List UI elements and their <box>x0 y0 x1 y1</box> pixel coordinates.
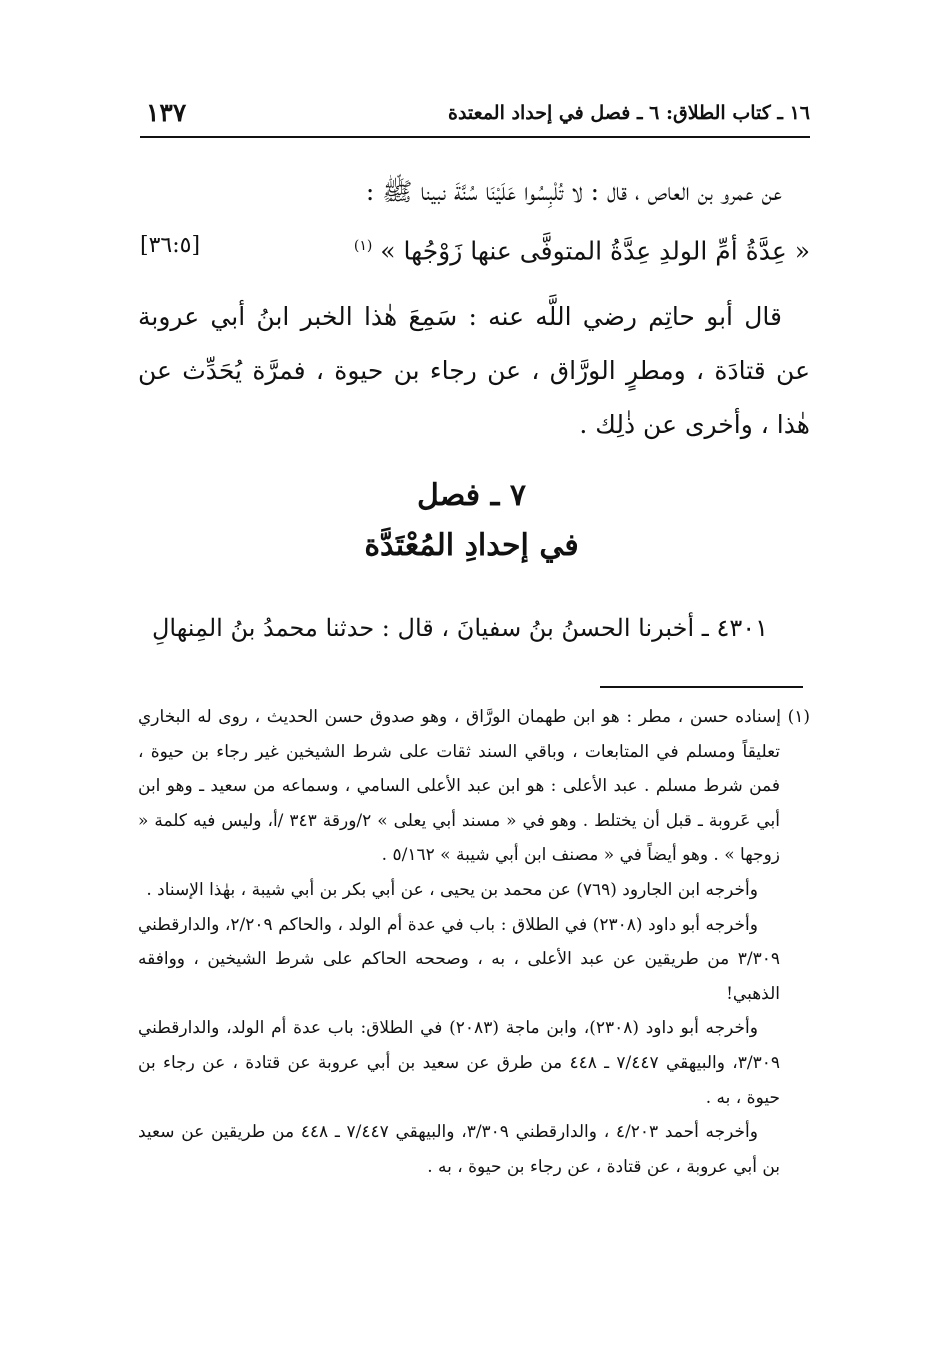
section-number: ٧ ـ فصل <box>417 478 526 513</box>
page-number: ١٣٧ <box>146 98 187 127</box>
running-header-title: ١٦ ـ كتاب الطلاق: ٦ ـ فصل في إحداد المعتدة <box>448 102 810 124</box>
main-line-1: عن عمرو بن العاص ، قال : لا تُلْبِسُوا عَلَيْنَا سُنَّةَ نبينا ﷺ : <box>365 177 782 206</box>
footnote-paragraph: وأخرجه ابن الجارود (٧٦٩) عن محمد بن يحيى ، عن أبي بكر بن أبي شيبة ، بهٰذا الإسناد . <box>146 879 758 900</box>
main-text <box>138 165 810 452</box>
main-line-2 <box>138 219 810 278</box>
footnote-1: (١) إسناده حسن ، مطر : هو ابن طهمان الورَّاق ، وهو صدوق حسن الحديث ، روى له البخاري تعليقاً ومسلم في المتابعات ، وباقي السند ثقات على شرط الشيخين غير رجاء بن حيوة ، فمن شرط مسلم . عبد الأعلى : هو ابن عبد الأعلى السامي ، وسماعه من سعيد ـ وهو ابن أبي عَروبة ـ قبل أن يختلط . وهو في « مسند أبي يعلى » ٢/ورقة ٣٤٣ /أ، وليس فيه كلمة « زوجها » . وهو أيضاً في « مصنف ابن أبي شيبة » ٥/١٦٢ . <box>138 707 810 866</box>
abu-hatim-paragraph: قال أبو حاتِم رضي اللَّه عنه : سَمِعَ هٰذا الخبر ابنُ أبي عروبة عن قتادَة ، ومطرٍ الورَّاق ، عن رجاء بن حيوة ، فمرَّة يُحَدِّث عن هٰذا ، وأخرى عن ذٰلِك . <box>138 302 810 440</box>
footnote-paragraph: وأخرجه أحمد ٤/٢٠٣ ، والدارقطني ٣/٣٠٩، والبيهقي ٧/٤٤٧ ـ ٤٤٨ من طريقين عن سعيد بن أبي عروبة ، عن قتادة ، عن رجاء بن حيوة ، به . <box>138 1122 780 1177</box>
footnote-separator <box>600 686 803 688</box>
footnote-marker: (١) <box>353 238 373 254</box>
quoted-text: « عِدَّةُ أمِّ الولدِ عِدَّةُ المتوفَّى عنها زَوْجُها » <box>372 236 810 266</box>
footnotes <box>138 700 810 1184</box>
section-heading <box>0 472 943 572</box>
ibn-hibban-reference: [٣٦:٥] <box>140 233 201 258</box>
section-title: في إحدادِ المُعْتَدَّة <box>364 528 579 563</box>
hadith-4301: ٤٣٠١ ـ أخبرنا الحسنُ بنُ سفيانَ ، قال : حدثنا محمدُ بنُ المِنهالِ <box>151 614 768 642</box>
footnote-paragraph: وأخرجه أبو داود (٢٣٠٨)، وابن ماجة (٢٠٨٣) في الطلاق: باب عدة أم الولد، والدارقطني ٣/٣٠٩، والبيهقي ٧/٤٤٧ ـ ٤٤٨ من طرق عن سعيد بن أبي عروبة عن قتادة ، عن رجاء بن حيوة ، به . <box>138 1018 780 1108</box>
running-header <box>140 96 810 138</box>
footnote-paragraph: وأخرجه أبو داود (٢٣٠٨) في الطلاق : باب في عدة أم الولد ، والحاكم ٢/٢٠٩، والدارقطني ٣/٣٠٩ من طريقين عن عبد الأعلى ، به ، وصححه الحاكم على شرط الشيخين ، ووافقه الذهبي! <box>138 914 780 1004</box>
